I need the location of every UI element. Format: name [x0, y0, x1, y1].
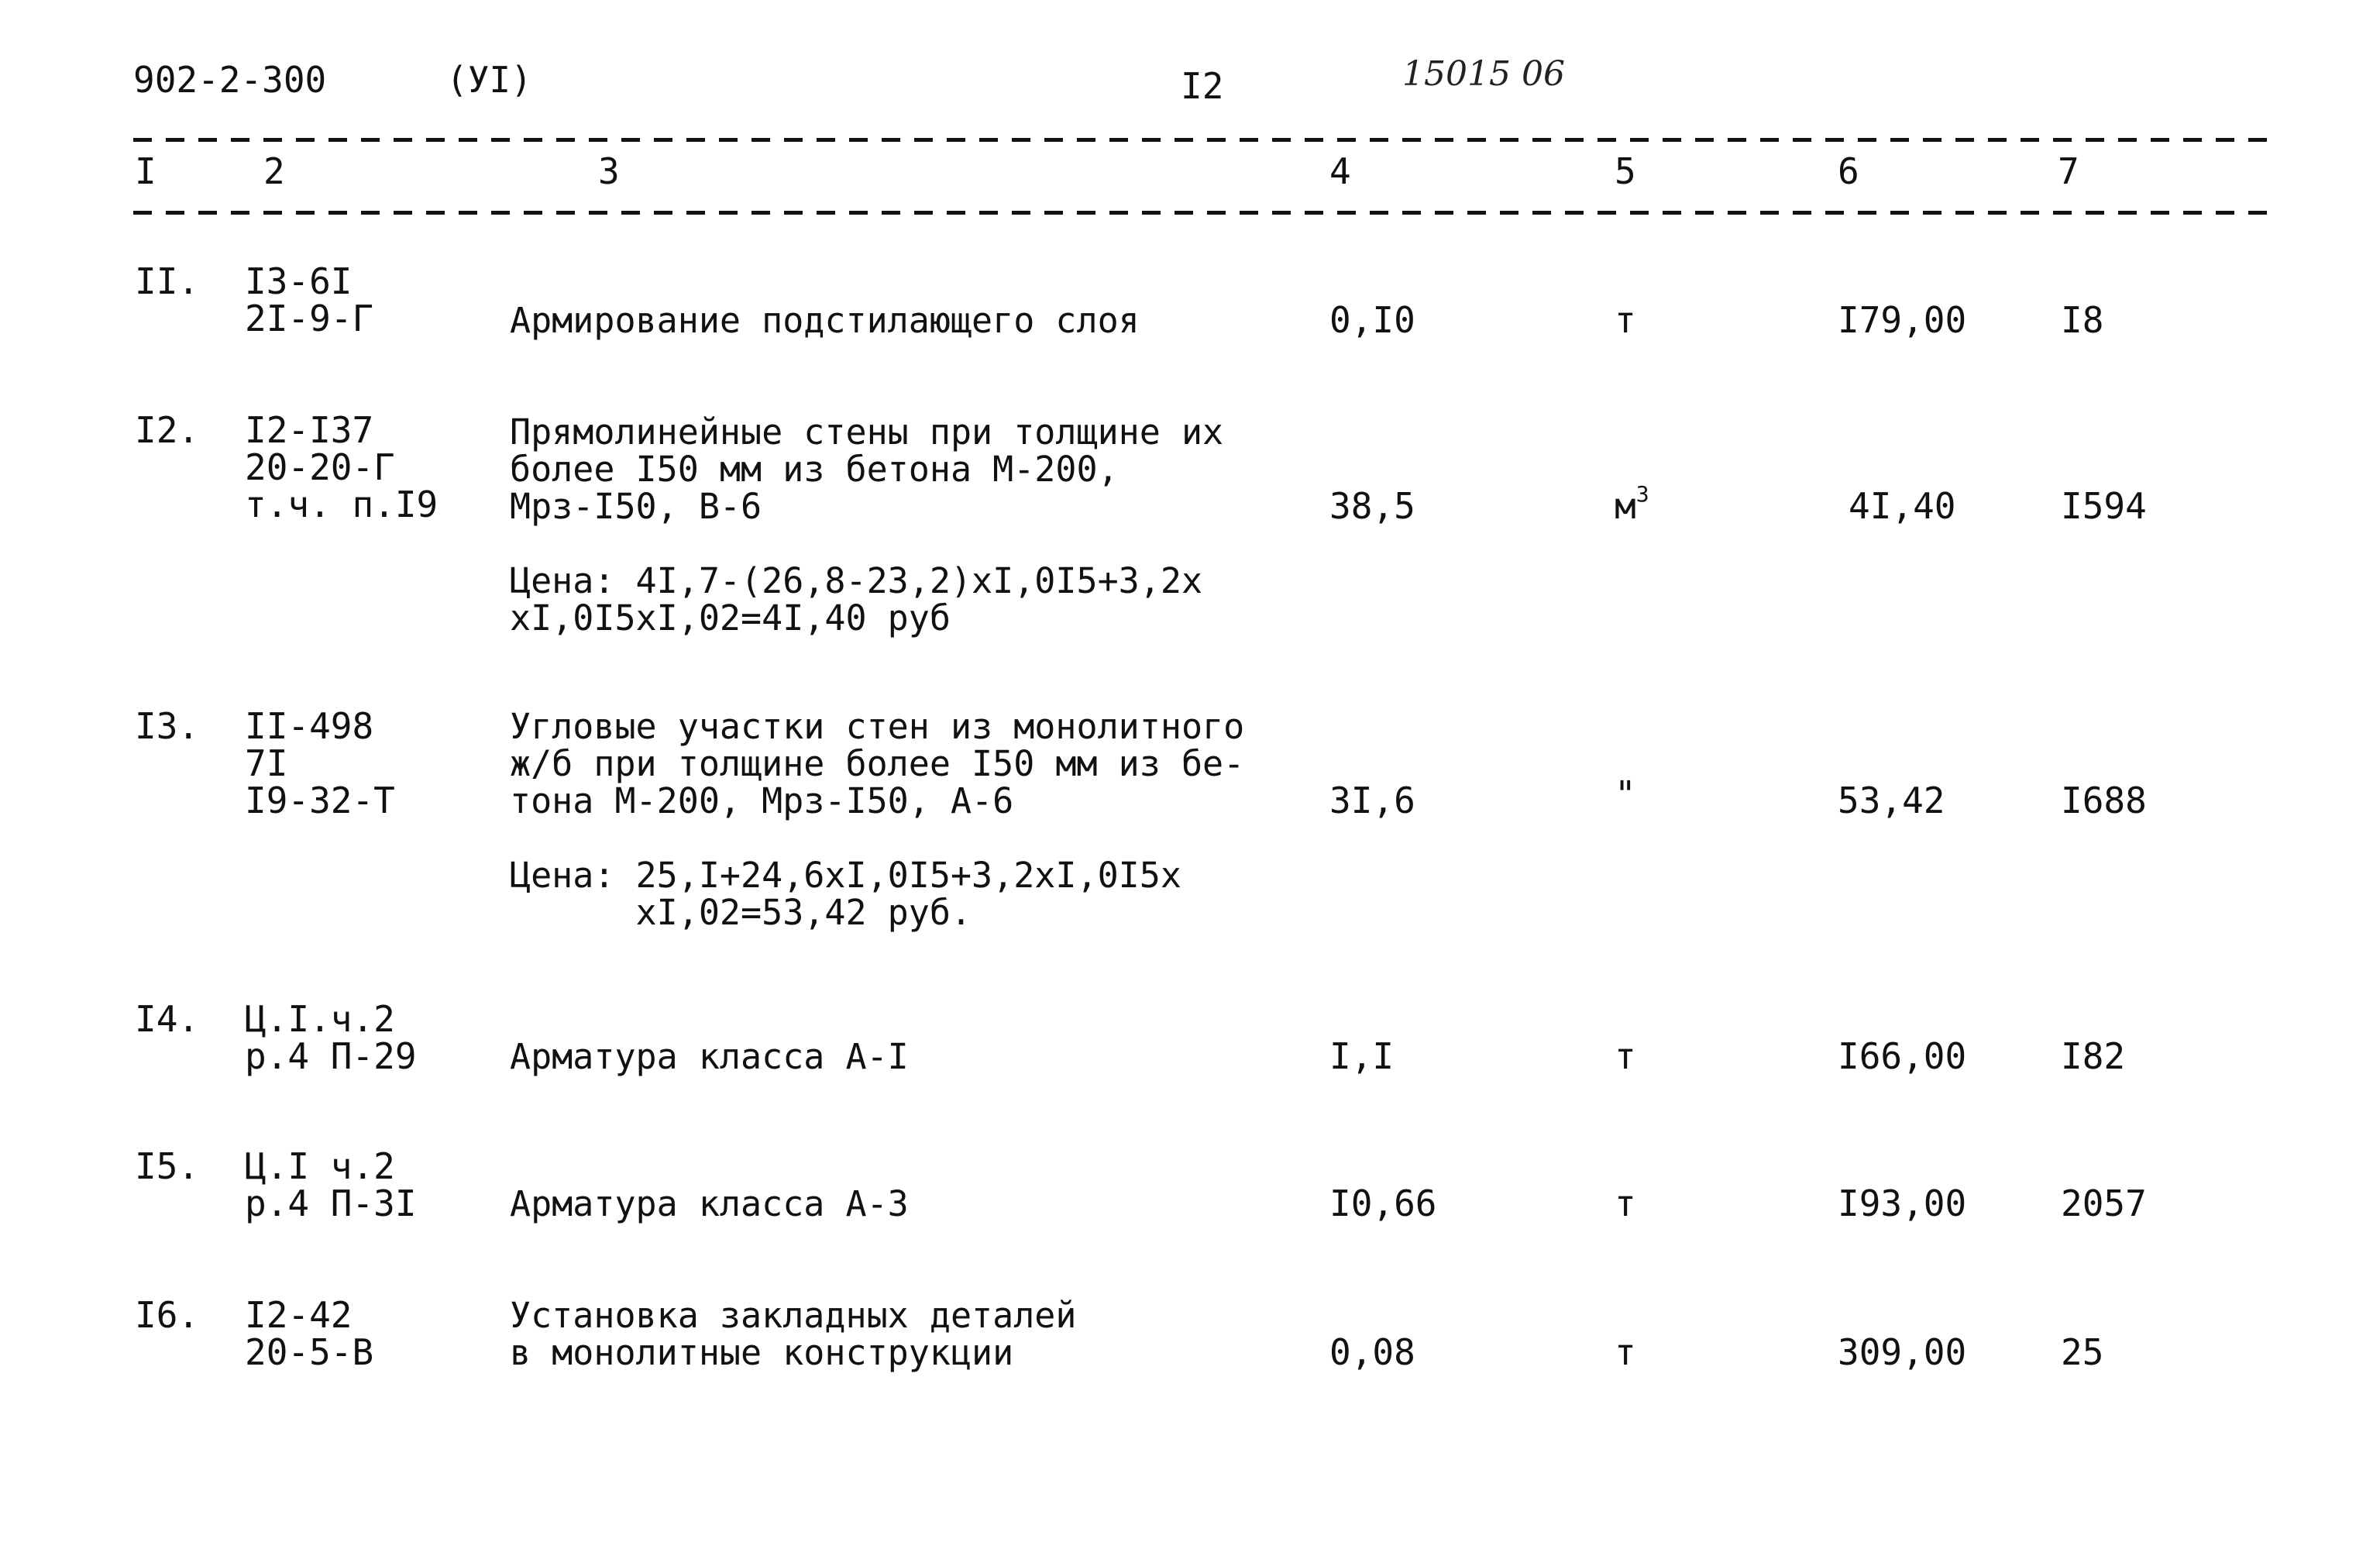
row-price-note: xI,02=53,42 руб. — [510, 892, 972, 933]
row-total: I8 — [2061, 299, 2104, 341]
row-price-note: Цена: 25,I+24,6xI,0I5+3,2xI,0I5x — [510, 855, 1181, 896]
row-unit-price: I79,00 — [1838, 299, 1967, 341]
document-code: 902-2-300 — [133, 59, 327, 101]
row-code: Ц.I ч.2 — [245, 1145, 395, 1187]
album-code: (УI) — [446, 59, 532, 101]
row-unit: " — [1615, 773, 1636, 815]
row-unit-price: I66,00 — [1838, 1035, 1967, 1077]
row-description: Армирование подстилающего слоя — [510, 300, 1140, 341]
row-code: I9-32-Т — [245, 780, 395, 821]
row-description: Арматура класса А-3 — [510, 1183, 909, 1224]
row-number: I5. — [135, 1145, 200, 1187]
row-description: Прямолинейные стены при толщине их — [510, 411, 1224, 453]
row-description: в монолитные конструкции — [510, 1332, 1014, 1373]
row-description: Арматура класса А-I — [510, 1036, 909, 1077]
row-total: I688 — [2061, 780, 2147, 821]
row-unit: т — [1615, 1035, 1636, 1077]
row-code: р.4 П-29 — [245, 1035, 417, 1077]
row-description: Установка закладных деталей — [510, 1295, 1077, 1336]
column-header-7: 7 — [2058, 150, 2079, 192]
column-header-3: 3 — [598, 150, 620, 192]
row-unit-price: 309,00 — [1838, 1331, 1967, 1373]
column-header-1: I — [135, 150, 156, 192]
row-quantity: I,I — [1329, 1035, 1395, 1077]
row-quantity: 0,08 — [1329, 1331, 1415, 1373]
row-code: 20-20-Г — [245, 446, 395, 488]
row-number: I3. — [135, 705, 200, 747]
row-code: 2I-9-Г — [245, 298, 374, 339]
column-header-4: 4 — [1329, 150, 1351, 192]
row-code: т.ч. п.I9 — [245, 484, 439, 525]
row-quantity: 0,I0 — [1329, 299, 1415, 341]
row-number: I6. — [135, 1294, 200, 1336]
row-unit: $м^3$ — [1615, 481, 1649, 527]
row-number: I2. — [135, 409, 200, 451]
row-code: II-498 — [245, 705, 374, 747]
column-header-6: 6 — [1838, 150, 1859, 192]
row-unit: т — [1615, 1182, 1636, 1224]
row-code: I2-I37 — [245, 409, 374, 451]
row-unit: т — [1615, 299, 1636, 341]
row-code: 7I — [245, 742, 288, 784]
row-description: тона М-200, Мрз-I50, А-6 — [510, 780, 1014, 821]
row-code: р.4 П-3I — [245, 1182, 417, 1224]
row-description: ж/б при толщине более I50 мм из бе- — [510, 743, 1245, 784]
row-code: Ц.I.ч.2 — [245, 998, 395, 1040]
row-code: 20-5-В — [245, 1331, 374, 1373]
row-unit-price: 4I,40 — [1849, 485, 1956, 527]
row-unit-superscript: 3 — [1635, 481, 1649, 507]
row-code: I2-42 — [245, 1294, 353, 1336]
row-unit: т — [1615, 1331, 1636, 1373]
column-header-5: 5 — [1615, 150, 1636, 192]
row-price-note: xI,0I5xI,02=4I,40 руб — [510, 597, 951, 639]
row-code: I3-6I — [245, 260, 353, 302]
row-total: I82 — [2061, 1035, 2126, 1077]
page-number: I2 — [1181, 65, 1224, 107]
header-bottom-rule — [133, 211, 2279, 215]
row-description: Угловые участки стен из монолитного — [510, 706, 1245, 747]
row-number: II. — [135, 260, 200, 302]
row-quantity: 3I,6 — [1329, 780, 1415, 821]
handwritten-number: 15015 06 — [1402, 54, 1565, 94]
row-description: более I50 мм из бетона М-200, — [510, 449, 1119, 490]
column-header-2: 2 — [263, 150, 285, 192]
row-unit-price: 53,42 — [1838, 780, 1945, 821]
row-total: 25 — [2061, 1331, 2104, 1373]
row-description: Мрз-I50, В-6 — [510, 486, 762, 527]
row-total: 2057 — [2061, 1182, 2147, 1224]
header-top-rule — [133, 138, 2279, 142]
row-unit-price: I93,00 — [1838, 1182, 1967, 1224]
row-number: I4. — [135, 998, 200, 1040]
row-quantity: 38,5 — [1329, 485, 1415, 527]
row-total: I594 — [2061, 485, 2147, 527]
row-price-note: Цена: 4I,7-(26,8-23,2)xI,0I5+3,2x — [510, 560, 1203, 601]
row-quantity: I0,66 — [1329, 1182, 1437, 1224]
